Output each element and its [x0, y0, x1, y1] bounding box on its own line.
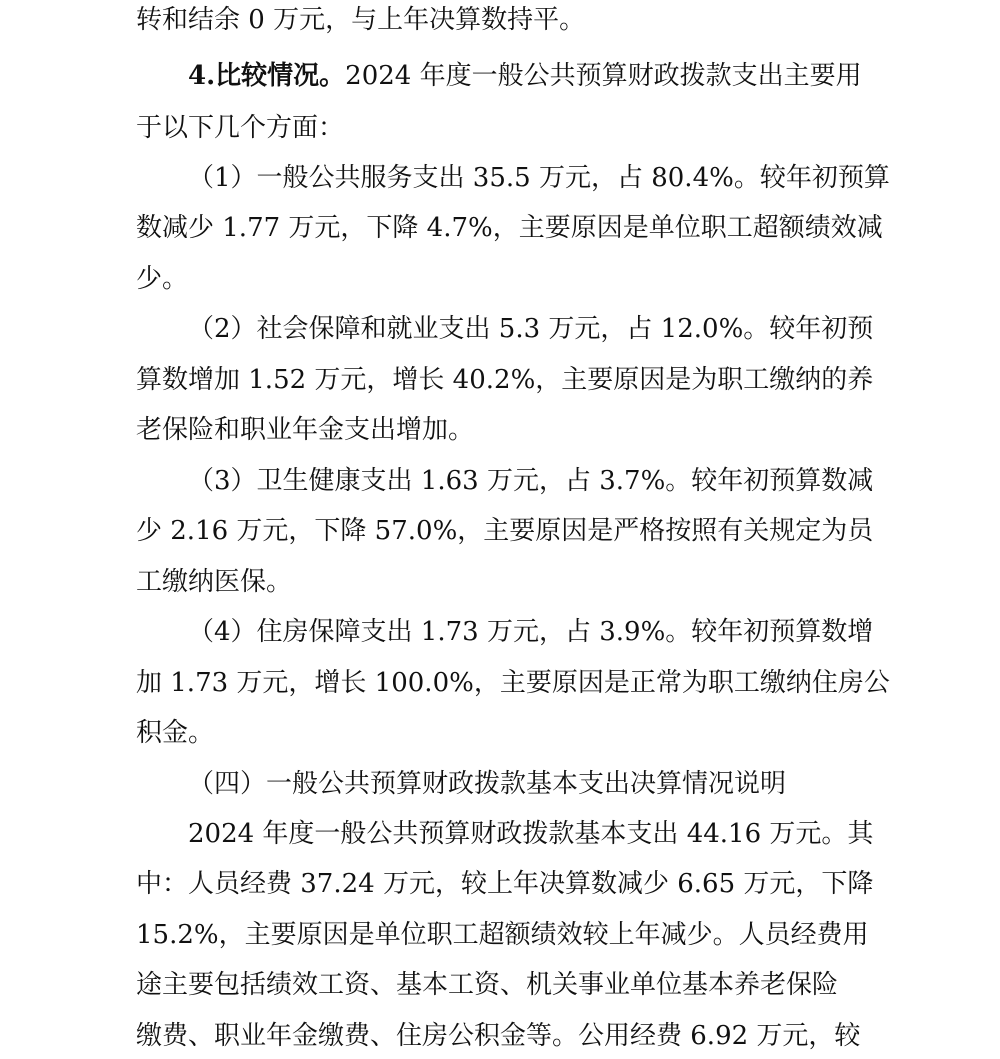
text-line-5: 数减少 1.77 万元，下降 4.7%，主要原因是单位职工超额绩效减 — [136, 213, 883, 243]
text-line-1: 转和结余 0 万元，与上年决算数持平。 — [136, 5, 586, 35]
section-heading-basic-expenditure: （四）一般公共预算财政拨款基本支出决算情况说明 — [188, 769, 787, 799]
text-line-21: 缴费、职业年金缴费、住房公积金等。公用经费 6.92 万元，较 — [136, 1021, 861, 1051]
text-line-18: 中：人员经费 37.24 万元，较上年决算数减少 6.65 万元，下降 — [136, 869, 874, 899]
text-line-13: （4）住房保障支出 1.73 万元，占 3.9%。较年初预算数增 — [188, 617, 874, 647]
section-heading-comparison: 4.比较情况。 — [188, 61, 346, 91]
text-line-2-rest: 2024 年度一般公共预算财政拨款支出主要用 — [345, 61, 862, 91]
text-line-11: 少 2.16 万元，下降 57.0%，主要原因是严格按照有关规定为员 — [136, 516, 874, 546]
text-line-14: 加 1.73 万元，增长 100.0%，主要原因是正常为职工缴纳住房公 — [136, 668, 890, 698]
text-line-10: （3）卫生健康支出 1.63 万元，占 3.7%。较年初预算数减 — [188, 466, 874, 496]
text-line-3: 于以下几个方面： — [136, 113, 345, 143]
text-line-19: 15.2%，主要原因是单位职工超额绩效较上年减少。人员经费用 — [136, 920, 869, 950]
text-line-4: （1）一般公共服务支出 35.5 万元，占 80.4%。较年初预算 — [188, 163, 890, 193]
text-line-8: 算数增加 1.52 万元，增长 40.2%，主要原因是为职工缴纳的养 — [136, 365, 874, 395]
text-line-17: 2024 年度一般公共预算财政拨款基本支出 44.16 万元。其 — [188, 819, 874, 849]
text-line-15: 积金。 — [136, 718, 215, 748]
text-line-20: 途主要包括绩效工资、基本工资、机关事业单位基本养老保险 — [136, 970, 839, 1000]
text-line-9: 老保险和职业年金支出增加。 — [136, 415, 475, 445]
text-line-7: （2）社会保障和就业支出 5.3 万元，占 12.0%。较年初预 — [188, 314, 874, 344]
text-line-2 — [188, 59, 862, 93]
text-line-6: 少。 — [136, 264, 189, 294]
text-line-12: 工缴纳医保。 — [136, 567, 293, 597]
